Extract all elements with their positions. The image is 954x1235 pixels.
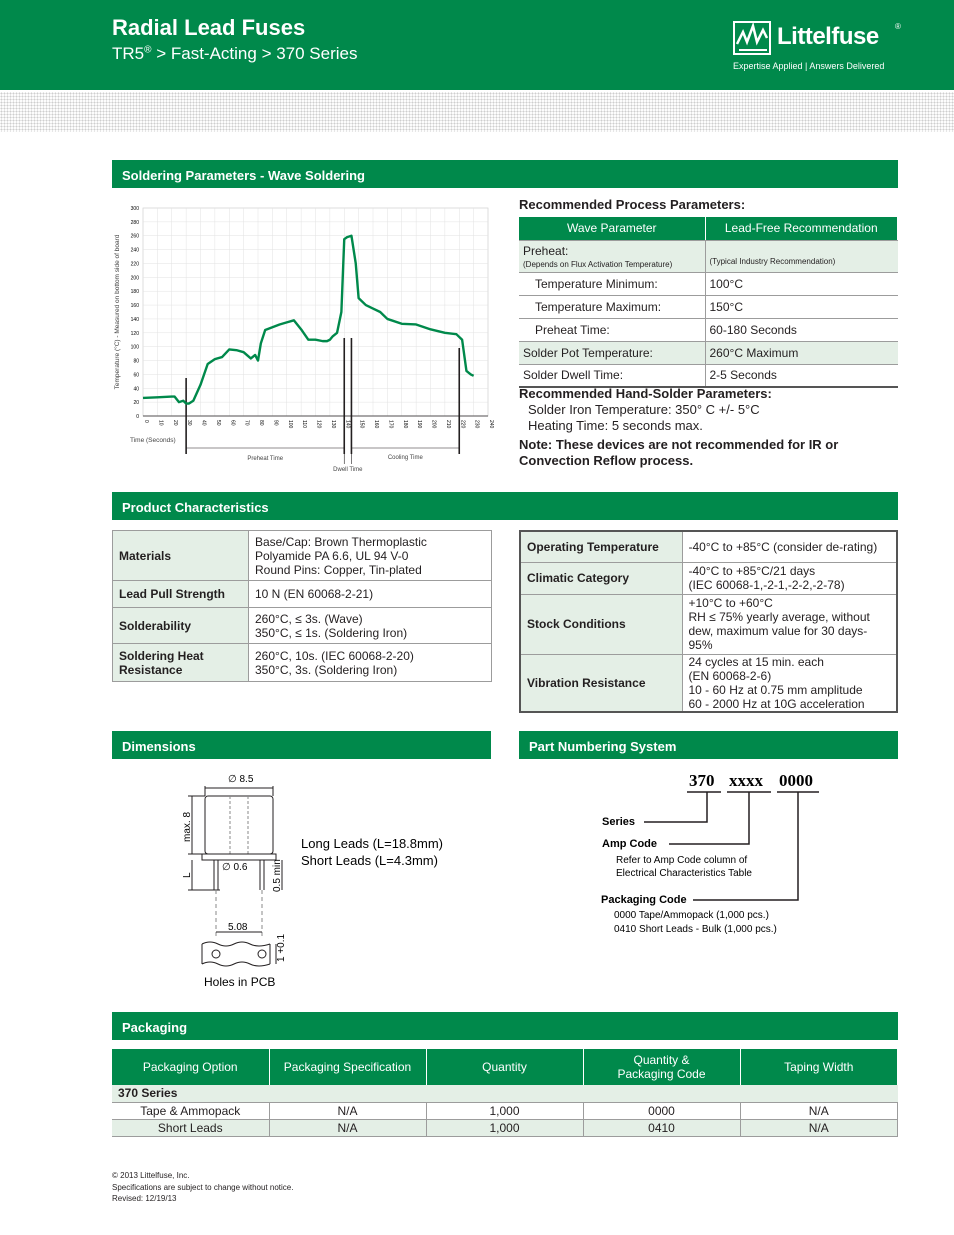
copyright: © 2013 Littelfuse, Inc. (112, 1171, 190, 1180)
char-line: Polyamide PA 6.6, UL 94 V-0 (255, 548, 409, 563)
param-label: Temperature Maximum: (519, 295, 705, 318)
table-row (112, 1102, 898, 1119)
preheat-label: Preheat: (523, 243, 569, 258)
x-tick-label: 200 (430, 420, 437, 429)
product-table-left (112, 530, 492, 682)
dim-pitch-label: 5.08 (228, 922, 248, 933)
preheat-value-note: (Typical Industry Recommendation) (709, 256, 836, 266)
y-tick-label: 200 (130, 275, 139, 282)
page-title: Radial Lead Fuses (112, 15, 306, 40)
x-tick-label: 240 (488, 420, 494, 429)
char-line: -40°C to +85°C (consider de-rating) (688, 539, 878, 554)
char-value (249, 531, 492, 581)
x-tick-label: 190 (416, 420, 423, 429)
param-value: 100°C (705, 272, 898, 295)
char-line: 260°C, 10s. (IEC 60068-2-20) (255, 648, 414, 663)
char-label: Vibration Resistance (520, 654, 682, 712)
cell: 1,000 (426, 1119, 583, 1136)
y-tick-label: 60 (133, 372, 139, 379)
x-tick-label: 100 (286, 420, 293, 429)
dwell-annotation: Dwell Time (333, 467, 363, 473)
preheat-annotation: Preheat Time (247, 456, 284, 462)
long-leads-label: Long Leads (L=18.8mm) (301, 836, 444, 851)
cell: 1,000 (426, 1102, 583, 1119)
cell: 0000 (583, 1102, 740, 1119)
x-tick-label: 10 (157, 420, 164, 426)
dim-diameter-label: ∅ 8.5 (228, 774, 254, 785)
char-line: Round Pins: Copper, Tin-plated (255, 562, 422, 577)
y-tick-label: 100 (130, 344, 139, 351)
pn-amp-desc: Electrical Characteristics Table (616, 868, 752, 879)
col-quantity-code (583, 1049, 740, 1085)
cell: N/A (269, 1119, 426, 1136)
cell: Tape & Ammopack (112, 1102, 269, 1119)
char-value (682, 654, 897, 712)
x-tick-label: 230 (473, 420, 480, 429)
logo-tagline: Expertise Applied | Answers Delivered (733, 61, 885, 71)
char-value (682, 531, 897, 562)
section-dimensions-header: Dimensions (112, 731, 491, 759)
y-tick-label: 20 (133, 400, 139, 407)
param-value: 260°C Maximum (705, 341, 898, 364)
char-value (682, 594, 897, 654)
char-label: Operating Temperature (520, 531, 682, 562)
x-axis-label: Time (Seconds) (130, 437, 176, 444)
char-label: Stock Conditions (520, 594, 682, 654)
char-line: 95% (688, 638, 713, 652)
dim-length-label: L (182, 872, 193, 878)
packaging-table (112, 1049, 898, 1137)
pn-series-code: 370 (689, 771, 715, 790)
process-heading: Recommended Process Parameters: (519, 197, 746, 212)
x-tick-label: 90 (272, 420, 279, 426)
hand-solder-line: Heating Time: 5 seconds max. (528, 418, 703, 433)
pn-series-label: Series (602, 816, 636, 828)
cell: N/A (269, 1102, 426, 1119)
fuse-dimension-drawing (110, 760, 495, 1000)
process-parameters-table (519, 217, 898, 388)
product-table-right (519, 530, 898, 713)
char-line: 350°C, 3s. (Soldering Iron) (255, 662, 398, 677)
param-value: 2-5 Seconds (705, 364, 898, 387)
col-taping-width: Taping Width (740, 1049, 898, 1085)
registered-mark: ® (144, 44, 152, 56)
param-label: Solder Pot Temperature: (519, 341, 705, 364)
pn-amp-desc: Refer to Amp Code column of (616, 855, 748, 866)
col-lead-free: Lead-Free Recommendation (705, 217, 898, 240)
page-footer (112, 1170, 293, 1205)
logo-wordmark: Littelfuse (777, 23, 879, 50)
y-tick-label: 120 (130, 330, 139, 337)
section-product-header: Product Characteristics (112, 492, 898, 520)
char-line: dew, maximum value for 30 days- (688, 624, 868, 638)
char-line: 350°C, ≤ 1s. (Soldering Iron) (255, 625, 408, 640)
char-line: RH ≤ 75% yearly average, without (688, 610, 870, 624)
char-line: 24 cycles at 15 min. each (688, 654, 824, 669)
param-label: Preheat Time: (519, 318, 705, 341)
y-tick-label: 140 (130, 316, 139, 323)
y-tick-label: 40 (133, 386, 139, 393)
dim-min-label: 0.5 min (272, 859, 283, 892)
y-tick-label: 220 (130, 261, 139, 268)
preheat-note: (Depends on Flux Activation Temperature) (523, 259, 673, 269)
y-tick-label: 180 (130, 289, 139, 296)
hand-solder-line: Solder Iron Temperature: 350° C +/- 5°C (528, 402, 760, 417)
char-line: (IEC 60068-1,-2-1,-2-2,-2-78) (688, 578, 845, 592)
x-tick-label: 30 (186, 420, 193, 426)
x-tick-label: 20 (171, 420, 178, 426)
param-value: 60-180 Seconds (705, 318, 898, 341)
hand-solder-heading: Recommended Hand-Solder Parameters: (519, 386, 772, 401)
char-value (249, 644, 492, 682)
x-tick-label: 50 (214, 420, 221, 426)
littelfuse-mark-icon (733, 20, 773, 56)
x-tick-label: 210 (444, 420, 451, 429)
pn-amp-code: xxxx (729, 771, 763, 790)
x-tick-label: 60 (229, 420, 236, 426)
y-tick-label: 280 (130, 219, 139, 226)
col-wave-parameter: Wave Parameter (519, 217, 705, 240)
pn-packaging-code: 0000 (779, 771, 813, 790)
y-tick-label: 80 (133, 358, 139, 365)
x-tick-label: 180 (401, 420, 408, 429)
dim-pin-label: ∅ 0.6 (222, 862, 248, 873)
pn-pack-label: Packaging Code (601, 894, 687, 906)
revision-date: Revised: 12/19/13 (112, 1194, 177, 1203)
param-label: Solder Dwell Time: (519, 364, 705, 387)
packaging-group: 370 Series (112, 1085, 898, 1102)
cell: N/A (740, 1119, 898, 1136)
cell: 0410 (583, 1119, 740, 1136)
section-packaging-header: Packaging (112, 1012, 898, 1040)
param-label: Temperature Minimum: (519, 272, 705, 295)
section-soldering-header: Soldering Parameters - Wave Soldering (112, 160, 898, 188)
dim-hole-label: 1 +0.1 (276, 933, 287, 962)
dim-max-label: max. 8 (182, 811, 193, 842)
y-tick-label: 160 (130, 303, 139, 310)
char-label: Materials (113, 531, 249, 581)
pn-pack-option: 0000 Tape/Ammopack (1,000 pcs.) (614, 910, 769, 921)
char-line: (EN 60068-2-6) (688, 668, 772, 683)
x-tick-label: 70 (243, 420, 250, 426)
littelfuse-logo (733, 20, 903, 80)
char-label: Solderability (113, 608, 249, 644)
short-leads-label: Short Leads (L=4.3mm) (301, 853, 438, 868)
char-line: 60 - 2000 Hz at 10G acceleration (688, 696, 865, 711)
x-tick-label: 220 (459, 420, 466, 429)
char-line: Base/Cap: Brown Thermoplastic (255, 534, 427, 549)
char-value (249, 608, 492, 644)
logo-registered-mark: ® (895, 22, 901, 31)
char-line: +10°C to +60°C (688, 596, 773, 610)
x-tick-label: 160 (373, 420, 379, 429)
cell: N/A (740, 1102, 898, 1119)
char-value (249, 581, 492, 608)
temperature-profile-line (143, 236, 474, 404)
x-tick-label: 140 (344, 420, 351, 429)
col-packaging-option: Packaging Option (112, 1049, 269, 1085)
breadcrumb-product: TR5 (112, 44, 145, 63)
dot-pattern-band (0, 92, 954, 132)
x-tick-label: 120 (315, 420, 322, 429)
x-tick-label: 80 (258, 420, 264, 426)
char-line: 10 N (EN 60068-2-21) (255, 587, 374, 601)
hand-solder-block (519, 386, 879, 469)
y-tick-label: 240 (130, 247, 139, 254)
x-tick-label: 130 (329, 420, 336, 429)
col-packaging-spec: Packaging Specification (269, 1049, 426, 1085)
breadcrumb (112, 44, 358, 64)
x-tick-label: 110 (301, 420, 308, 428)
pn-amp-label: Amp Code (602, 838, 657, 850)
col-quantity: Quantity (426, 1049, 583, 1085)
char-line: 260°C, ≤ 3s. (Wave) (255, 611, 363, 626)
char-label: Soldering Heat Resistance (113, 644, 249, 682)
section-part-numbering-header: Part Numbering System (519, 731, 898, 759)
y-tick-label: 0 (136, 414, 139, 420)
disclaimer: Specifications are subject to change without notice. (112, 1182, 294, 1192)
char-line: 10 - 60 Hz at 0.75 mm amplitude (688, 682, 863, 697)
x-tick-label: 170 (387, 420, 394, 429)
y-tick-label: 260 (130, 233, 139, 240)
x-tick-label: 0 (143, 420, 149, 423)
char-line: -40°C to +85°C/21 days (688, 564, 816, 578)
wave-soldering-chart (110, 198, 495, 480)
page-header (0, 0, 954, 90)
x-tick-label: 40 (200, 420, 207, 426)
cooling-annotation: Cooling Time (387, 455, 423, 461)
reflow-note: Note: These devices are not recommended for IR or Convection Reflow process. (519, 437, 839, 468)
char-label: Lead Pull Strength (113, 581, 249, 608)
col-quantity-code-line: Quantity & (633, 1053, 690, 1067)
pn-pack-option: 0410 Short Leads - Bulk (1,000 pcs.) (614, 924, 777, 935)
part-numbering-diagram (519, 760, 898, 1000)
char-label: Climatic Category (520, 562, 682, 594)
param-value: 150°C (705, 295, 898, 318)
table-row (112, 1119, 898, 1136)
breadcrumb-path: > Fast-Acting > 370 Series (151, 44, 358, 63)
x-tick-label: 150 (358, 420, 365, 429)
col-quantity-code-line: Packaging Code (617, 1067, 706, 1081)
y-axis-label: Temperature (°C) - Measured on bottom side of board (114, 234, 121, 390)
holes-in-pcb-label: Holes in PCB (204, 975, 276, 989)
y-tick-label: 300 (130, 206, 139, 212)
preheat-cell (519, 240, 705, 272)
cell: Short Leads (112, 1119, 269, 1136)
char-value (682, 562, 897, 594)
preheat-value-cell (705, 240, 898, 272)
